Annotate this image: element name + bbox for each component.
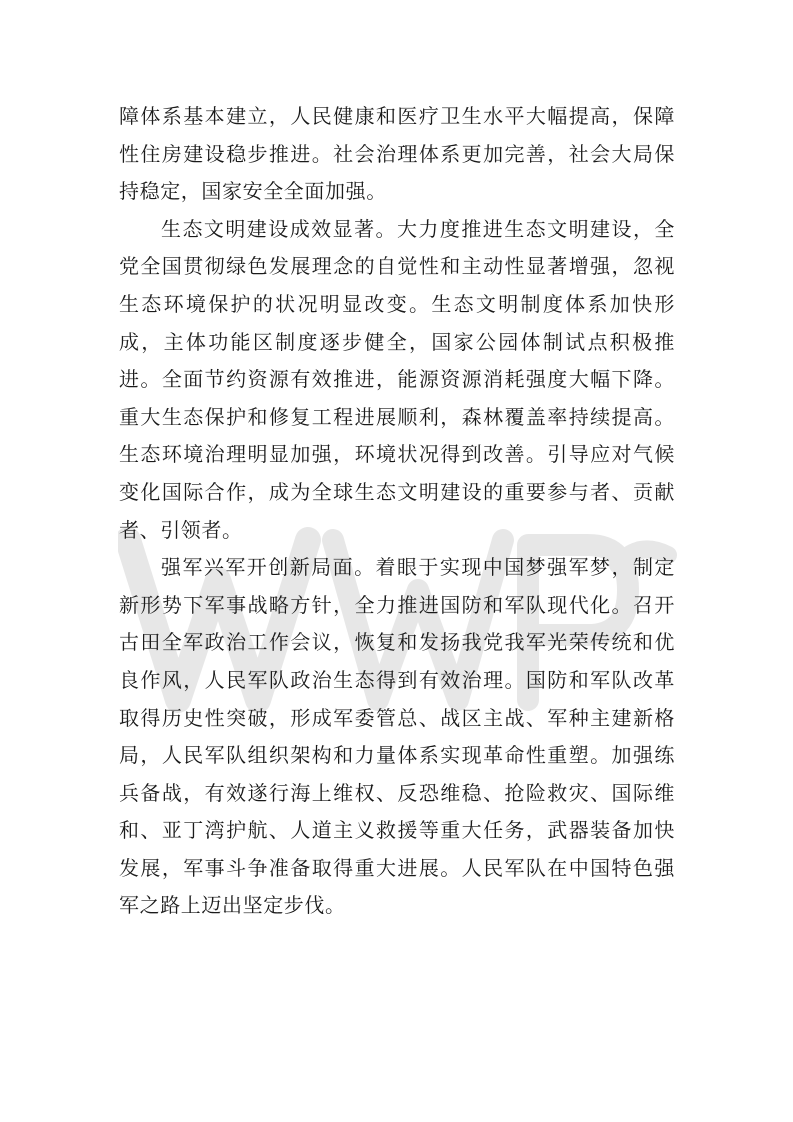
paragraph-social-governance: 障体系基本建立，人民健康和医疗卫生水平大幅提高，保障性住房建设稳步推进。社会治理体系更加完善，社会大局保持稳定，国家安全全面加强。 xyxy=(119,104,675,204)
document-body xyxy=(119,98,675,925)
paragraph-ecological-civilization: 生态文明建设成效显著。大力度推进生态文明建设，全党全国贯彻绿色发展理念的自觉性和主动性显著增强，忽视生态环境保护的状况明显改变。生态文明制度体系加快形成，主体功能区制度逐步健全，国家公园体制试点积极推进。全面节约资源有效推进，能源资源消耗强度大幅下降。重大生态保护和修复工程进展顺利，森林覆盖率持续提高。生态环境治理明显加强，环境状况得到改善。引导应对气候变化国际合作，成为全球生态文明建设的重要参与者、贡献者、引领者。 xyxy=(119,216,675,542)
paragraph-military-reform: 强军兴军开创新局面。着眼于实现中国梦强军梦，制定新形势下军事战略方针，全力推进国防和军队现代化。召开古田全军政治工作会议，恢复和发扬我党我军光荣传统和优良作风，人民军队政治生态得到有效治理。国防和军队改革取得历史性突破，形成军委管总、战区主战、军种主建新格局，人民军队组织架构和力量体系实现革命性重塑。加强练兵备战，有效遂行海上维权、反恐维稳、抢险救灾、国际维和、亚丁湾护航、人道主义救援等重大任务，武器装备加快发展，军事斗争准备取得重大进展。人民军队在中国特色强军之路上迈出坚定步伐。 xyxy=(119,555,675,918)
